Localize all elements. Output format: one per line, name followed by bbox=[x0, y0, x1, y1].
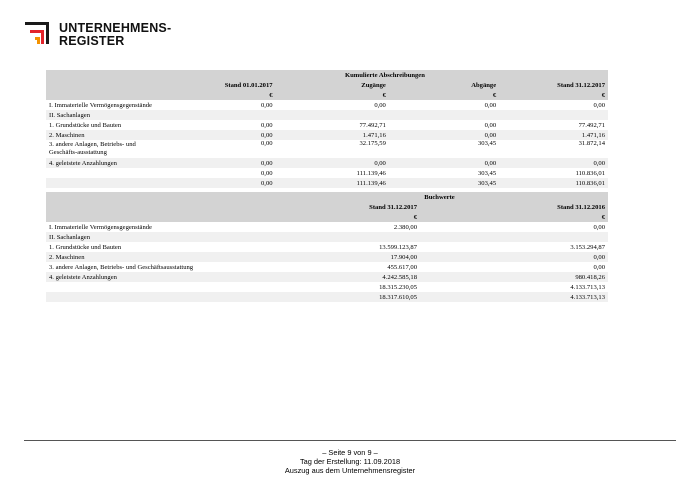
row-label bbox=[46, 292, 271, 302]
total-row bbox=[46, 292, 608, 302]
cell-value bbox=[389, 110, 499, 120]
cell-value: 303,45 bbox=[478, 140, 497, 147]
group-header: Kumulierte Abschreibungen bbox=[162, 70, 608, 80]
group-header: Buchwerte bbox=[271, 192, 608, 202]
currency-label: € bbox=[499, 90, 608, 100]
column-header: Stand 31.12.2017 bbox=[271, 202, 420, 212]
column-header: Stand 31.12.2016 bbox=[420, 202, 608, 212]
cell-value: 18.317.610,05 bbox=[271, 292, 420, 302]
page-footer bbox=[0, 448, 700, 476]
table-row bbox=[46, 252, 608, 262]
group-header-row bbox=[46, 192, 608, 202]
creation-date: Tag der Erstellung: 11.09.2018 bbox=[299, 457, 401, 467]
column-header: Abgänge bbox=[389, 80, 499, 90]
table-row bbox=[46, 120, 608, 130]
cell-value bbox=[499, 110, 608, 120]
table-row bbox=[46, 140, 608, 158]
table-row bbox=[46, 100, 608, 110]
source-note: Auszug aus dem Unternehmensregister bbox=[284, 466, 416, 476]
cell-value: 0,00 bbox=[276, 158, 389, 168]
row-label: 2. Maschinen bbox=[46, 252, 271, 262]
cell-value: 3.153.294,87 bbox=[570, 243, 605, 251]
cell-value: 0,00 bbox=[484, 101, 497, 109]
cell-value: 2.380,00 bbox=[393, 223, 417, 231]
cell-value: 0,00 bbox=[162, 158, 276, 168]
cell-value bbox=[276, 110, 389, 120]
cell-value: 0,00 bbox=[484, 121, 497, 129]
row-label bbox=[46, 282, 271, 292]
table-row bbox=[46, 110, 608, 120]
currency-label: € bbox=[271, 212, 420, 222]
row-label: 2. Maschinen bbox=[46, 130, 162, 140]
footer-divider bbox=[24, 440, 676, 441]
row-label: I. Immaterielle Vermögensgegenstände bbox=[49, 101, 152, 109]
cell-value bbox=[271, 232, 420, 242]
cell-value: 0,00 bbox=[162, 178, 276, 188]
table-row bbox=[46, 130, 608, 140]
cell-value: 110.836,01 bbox=[575, 169, 605, 177]
table-row bbox=[46, 158, 608, 168]
register-logo-icon bbox=[25, 22, 51, 44]
cell-value: 13.599.123,87 bbox=[379, 243, 417, 251]
row-label: 3. andere Anlagen, Betriebs- und Geschäfts-ausstattung bbox=[49, 141, 136, 156]
row-label: II. Sachanlagen bbox=[46, 232, 271, 242]
cell-value: 111.139,46 bbox=[276, 178, 389, 188]
cell-value: 0,00 bbox=[389, 158, 499, 168]
page-number: – Seite 9 von 9 – bbox=[322, 448, 378, 457]
cell-value bbox=[162, 110, 276, 120]
column-header-row bbox=[46, 80, 608, 90]
row-label: 4. geleistete Anzahlungen bbox=[46, 272, 271, 282]
column-header-row bbox=[46, 202, 608, 212]
cell-value: 4.242.585,18 bbox=[271, 272, 420, 282]
row-label: 4. geleistete Anzahlungen bbox=[46, 158, 162, 168]
subtotal-row bbox=[46, 168, 608, 178]
cell-value: 18.315.230,05 bbox=[379, 283, 417, 291]
table-row bbox=[46, 222, 608, 232]
cell-value: 0,00 bbox=[389, 130, 499, 140]
currency-label: € bbox=[389, 90, 499, 100]
cell-value: 77.492,71 bbox=[359, 121, 386, 129]
cell-value: 0,00 bbox=[420, 252, 608, 262]
currency-label: € bbox=[276, 90, 389, 100]
cell-value: 0,00 bbox=[593, 263, 605, 271]
logo-line-2: REGISTER bbox=[59, 34, 125, 48]
cell-value: 0,00 bbox=[261, 140, 273, 147]
cell-value: 0,00 bbox=[261, 121, 273, 129]
unternehmensregister-logo bbox=[25, 22, 185, 52]
row-label bbox=[46, 178, 162, 188]
currency-row bbox=[46, 212, 608, 222]
table-row bbox=[46, 272, 608, 282]
cell-value: 1.471,16 bbox=[499, 130, 608, 140]
column-header: Stand 01.01.2017 bbox=[162, 80, 276, 90]
row-label: II. Sachanlagen bbox=[46, 110, 162, 120]
cell-value: 77.492,71 bbox=[578, 121, 605, 129]
row-label: 3. andere Anlagen, Betriebs- und Geschäftsausstattung bbox=[49, 263, 194, 271]
column-header: Stand 31.12.2017 bbox=[499, 80, 608, 90]
cell-value: 0,00 bbox=[261, 169, 273, 177]
cell-value: 0,00 bbox=[593, 223, 605, 231]
table-row bbox=[46, 242, 608, 252]
cell-value: 17.904,00 bbox=[271, 252, 420, 262]
cell-value bbox=[420, 232, 608, 242]
cell-value: 1.471,16 bbox=[276, 130, 389, 140]
cell-value: 110.836,01 bbox=[499, 178, 608, 188]
cell-value: 0,00 bbox=[162, 130, 276, 140]
buchwerte-table bbox=[46, 192, 608, 302]
cell-value: 980.418,26 bbox=[420, 272, 608, 282]
row-label: 1. Grundstücke und Bauten bbox=[49, 121, 122, 129]
cell-value: 303,45 bbox=[389, 178, 499, 188]
cell-value: 0,00 bbox=[374, 101, 386, 109]
cell-value: 0,00 bbox=[499, 158, 608, 168]
subtotal-row bbox=[46, 282, 608, 292]
abschreibungen-table bbox=[46, 70, 608, 188]
cell-value: 31.872,14 bbox=[578, 140, 605, 147]
currency-label: € bbox=[420, 212, 608, 222]
cell-value: 303,45 bbox=[478, 169, 497, 177]
currency-label: € bbox=[162, 90, 276, 100]
table-row bbox=[46, 232, 608, 242]
row-label bbox=[46, 168, 162, 178]
cell-value: 0,00 bbox=[261, 101, 273, 109]
currency-row bbox=[46, 90, 608, 100]
table-row bbox=[46, 262, 608, 272]
cell-value: 111.139,46 bbox=[356, 169, 386, 177]
row-label: 1. Grundstücke und Bauten bbox=[49, 243, 122, 251]
cell-value: 4.133.713,13 bbox=[570, 283, 605, 291]
cell-value: 0,00 bbox=[593, 101, 605, 109]
cell-value: 32.175,59 bbox=[359, 140, 386, 147]
row-label: I. Immaterielle Vermögensgegenstände bbox=[49, 223, 152, 231]
column-header: Zugänge bbox=[276, 80, 389, 90]
group-header-row bbox=[46, 70, 608, 80]
cell-value: 4.133.713,13 bbox=[420, 292, 608, 302]
logo-line-1: UNTERNEHMENS- bbox=[59, 21, 172, 35]
cell-value: 455.617,00 bbox=[387, 263, 417, 271]
total-row bbox=[46, 178, 608, 188]
